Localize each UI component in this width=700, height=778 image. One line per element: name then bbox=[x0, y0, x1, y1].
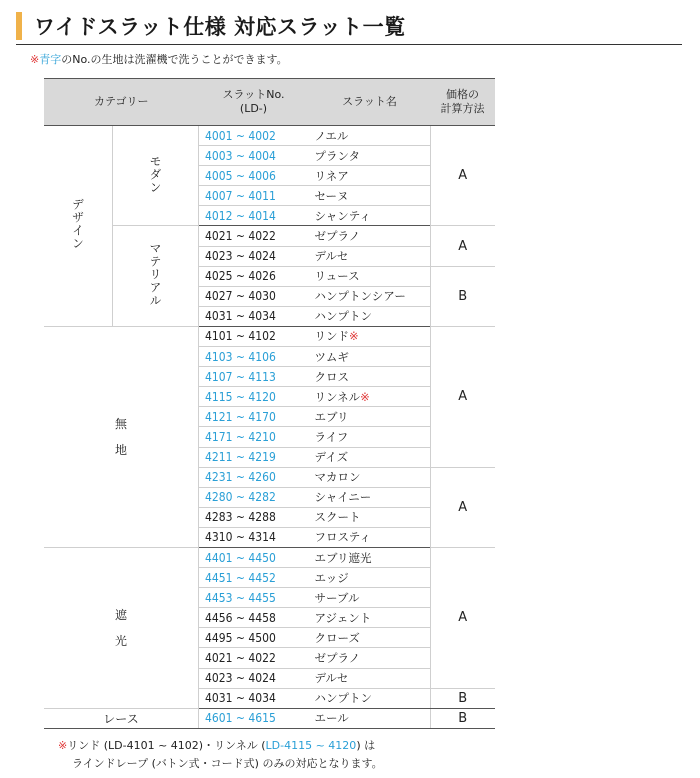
slat-number: 4007 ~ 4011 bbox=[199, 186, 309, 206]
slat-name-text: ハンプトン bbox=[314, 691, 372, 706]
slat-name bbox=[309, 367, 431, 387]
slat-name bbox=[309, 527, 431, 547]
slat-name-text: ハンプトン bbox=[314, 309, 372, 324]
category-plain-label-1: 無 bbox=[114, 416, 127, 431]
slat-number: 4211 ~ 4219 bbox=[199, 447, 309, 467]
slat-name-text: サーブル bbox=[314, 590, 360, 605]
title-divider bbox=[16, 44, 682, 45]
table-row bbox=[44, 126, 495, 146]
slat-number: 4001 ~ 4002 bbox=[199, 126, 309, 146]
category-plain-label-2: 地 bbox=[114, 442, 127, 457]
page-title: ワイドスラット仕様 対応スラット一覧 bbox=[34, 15, 406, 39]
slat-name-text: セーヌ bbox=[314, 188, 349, 203]
slat-name bbox=[309, 306, 431, 326]
header-price-line2: 計算方法 bbox=[440, 102, 485, 115]
slat-number: 4171 ~ 4210 bbox=[199, 427, 309, 447]
slat-number: 4456 ~ 4458 bbox=[199, 608, 309, 628]
subcategory-modern-label: モダン bbox=[148, 154, 162, 194]
slat-name bbox=[309, 568, 431, 588]
slat-name-text: エッジ bbox=[314, 570, 349, 585]
header-slat-name: スラット名 bbox=[309, 79, 431, 126]
slat-number: 4103 ~ 4106 bbox=[199, 347, 309, 367]
slat-name bbox=[309, 126, 431, 146]
slat-name-mark: ※ bbox=[349, 329, 359, 344]
slat-name-text: エール bbox=[314, 711, 349, 726]
title-accent-bar bbox=[16, 12, 22, 40]
subcategory-modern bbox=[113, 126, 199, 226]
header-slat-no-line2: (LD-) bbox=[239, 102, 268, 115]
slat-name-text: スクート bbox=[314, 510, 361, 525]
category-blackout-label-2: 光 bbox=[114, 633, 127, 648]
price-method: A bbox=[431, 547, 495, 688]
slat-number: 4401 ~ 4450 bbox=[199, 547, 309, 567]
note-blue-word: 青字 bbox=[39, 53, 62, 66]
slat-number: 4023 ~ 4024 bbox=[199, 246, 309, 266]
header-category: カテゴリー bbox=[44, 79, 199, 126]
slat-number: 4107 ~ 4113 bbox=[199, 367, 309, 387]
category-design-label: デザイン bbox=[70, 198, 85, 251]
header-slat-no-line1: スラットNo. bbox=[222, 88, 285, 101]
bottom-note-blue: LD-4115 ~ 4120 bbox=[265, 739, 357, 752]
slat-number: 4031 ~ 4034 bbox=[199, 306, 309, 326]
subcategory-material bbox=[113, 226, 199, 326]
slat-name-text: リネア bbox=[314, 168, 349, 183]
slat-name bbox=[309, 326, 431, 346]
price-method: A bbox=[431, 226, 495, 266]
slat-number: 4031 ~ 4034 bbox=[199, 688, 309, 708]
slat-number: 4027 ~ 4030 bbox=[199, 286, 309, 306]
slat-name-text: ゼプラノ bbox=[314, 650, 361, 665]
slat-name-text: デルセ bbox=[314, 249, 349, 264]
table-row bbox=[44, 226, 495, 246]
slat-name-text: ツムギ bbox=[314, 349, 349, 364]
table-row bbox=[44, 547, 495, 567]
slat-number: 4101 ~ 4102 bbox=[199, 326, 309, 346]
slat-name-text: ゼプラノ bbox=[314, 229, 361, 244]
slat-name bbox=[309, 668, 431, 688]
slat-number: 4451 ~ 4452 bbox=[199, 568, 309, 588]
slat-name bbox=[309, 608, 431, 628]
slat-name bbox=[309, 146, 431, 166]
slat-name bbox=[309, 688, 431, 708]
slat-number: 4023 ~ 4024 bbox=[199, 668, 309, 688]
slat-name bbox=[309, 407, 431, 427]
header-price-method bbox=[431, 79, 495, 126]
slat-name-text: リンド bbox=[314, 329, 349, 344]
header-price-line1: 価格の bbox=[446, 88, 479, 101]
price-method: A bbox=[431, 326, 495, 467]
slat-name bbox=[309, 487, 431, 507]
price-method: B bbox=[431, 266, 495, 326]
bottom-note-part2: ) は bbox=[356, 739, 376, 752]
slat-name-text: デイズ bbox=[314, 450, 349, 465]
price-method: B bbox=[431, 688, 495, 708]
slat-name-text: ライフ bbox=[314, 429, 349, 444]
subcategory-material-label: マテリアル bbox=[148, 242, 162, 308]
slat-name-text: シャイニー bbox=[314, 490, 372, 505]
slat-number: 4005 ~ 4006 bbox=[199, 166, 309, 186]
slat-name-text: ノエル bbox=[314, 128, 349, 143]
slat-number: 4231 ~ 4260 bbox=[199, 467, 309, 487]
slat-name bbox=[309, 246, 431, 266]
slat-name bbox=[309, 387, 431, 407]
slat-name bbox=[309, 266, 431, 286]
slat-name-text: クロス bbox=[314, 369, 349, 384]
category-lace: レース bbox=[44, 708, 199, 728]
slat-number: 4025 ~ 4026 bbox=[199, 266, 309, 286]
washable-note bbox=[30, 51, 288, 67]
category-plain bbox=[44, 326, 199, 547]
slat-name bbox=[309, 507, 431, 527]
slat-name bbox=[309, 467, 431, 487]
price-method: B bbox=[431, 708, 495, 728]
table-row bbox=[44, 708, 495, 728]
slat-name-text: リンネル bbox=[314, 389, 361, 404]
slat-name bbox=[309, 588, 431, 608]
slat-name-text: デルセ bbox=[314, 671, 349, 686]
slat-number: 4310 ~ 4314 bbox=[199, 527, 309, 547]
slat-name bbox=[309, 547, 431, 567]
slat-number: 4121 ~ 4170 bbox=[199, 407, 309, 427]
slat-name bbox=[309, 166, 431, 186]
table-row bbox=[44, 326, 495, 346]
slat-number: 4283 ~ 4288 bbox=[199, 507, 309, 527]
slat-table bbox=[44, 78, 495, 729]
slat-name bbox=[309, 447, 431, 467]
header-slat-no bbox=[199, 79, 309, 126]
category-blackout bbox=[44, 547, 199, 708]
slat-name-text: マカロン bbox=[314, 470, 361, 485]
category-blackout-label-1: 遮 bbox=[114, 607, 127, 622]
slat-number: 4601 ~ 4615 bbox=[199, 708, 309, 728]
slat-name-text: エブリ bbox=[314, 409, 349, 424]
bottom-note-part1: リンド (LD-4101 ~ 4102)・リンネル ( bbox=[67, 739, 266, 752]
slat-name bbox=[309, 286, 431, 306]
slat-number: 4495 ~ 4500 bbox=[199, 628, 309, 648]
bottom-note-line2: ラインドレープ (バトン式・コード式) のみの対応となります。 bbox=[72, 757, 383, 770]
slat-name bbox=[309, 347, 431, 367]
slat-name bbox=[309, 206, 431, 226]
slat-number: 4003 ~ 4004 bbox=[199, 146, 309, 166]
slat-name-mark: ※ bbox=[360, 389, 370, 404]
slat-number: 4115 ~ 4120 bbox=[199, 387, 309, 407]
note-text: のNo.の生地は洗濯機で洗うことができます。 bbox=[61, 53, 288, 66]
slat-name-text: クローズ bbox=[314, 630, 360, 645]
bottom-note bbox=[58, 737, 383, 773]
slat-name-text: プランタ bbox=[314, 148, 361, 163]
slat-name bbox=[309, 427, 431, 447]
slat-name-text: シャンティ bbox=[314, 208, 371, 223]
slat-number: 4021 ~ 4022 bbox=[199, 226, 309, 246]
slat-number: 4021 ~ 4022 bbox=[199, 648, 309, 668]
price-method: A bbox=[431, 467, 495, 547]
slat-name-text: ハンプトンシアー bbox=[314, 289, 406, 304]
category-design bbox=[44, 126, 113, 327]
slat-name bbox=[309, 648, 431, 668]
slat-name bbox=[309, 628, 431, 648]
table-header-row bbox=[44, 79, 495, 126]
slat-name-text: エブリ遮光 bbox=[314, 550, 372, 565]
slat-name bbox=[309, 708, 431, 728]
slat-name-text: リュース bbox=[314, 269, 360, 284]
bottom-note-mark: ※ bbox=[58, 739, 68, 752]
note-mark: ※ bbox=[30, 53, 40, 66]
slat-name bbox=[309, 186, 431, 206]
slat-name-text: アジェント bbox=[314, 610, 372, 625]
slat-number: 4012 ~ 4014 bbox=[199, 206, 309, 226]
slat-name bbox=[309, 226, 431, 246]
slat-number: 4453 ~ 4455 bbox=[199, 588, 309, 608]
price-method: A bbox=[431, 126, 495, 226]
slat-number: 4280 ~ 4282 bbox=[199, 487, 309, 507]
slat-name-text: フロスティ bbox=[314, 530, 371, 545]
